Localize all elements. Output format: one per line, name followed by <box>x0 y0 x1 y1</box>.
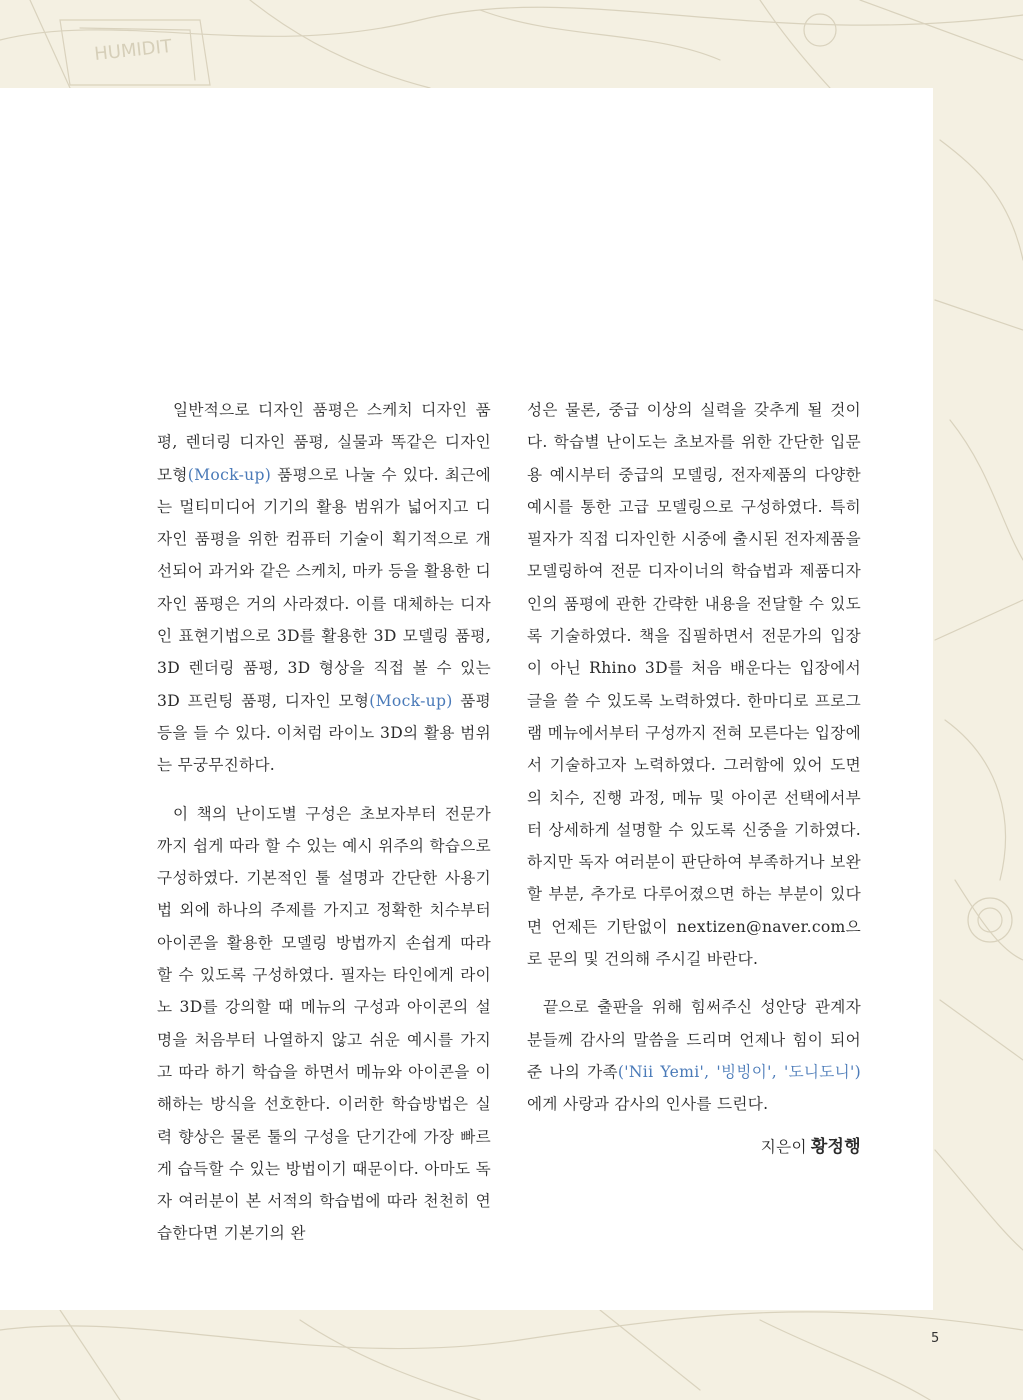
page-number: 5 <box>931 1331 940 1346</box>
author-name: 황정행 <box>810 1136 861 1157</box>
signature-prefix: 지은이 <box>760 1137 807 1156</box>
left-paragraph-1-text-3: 품평 등을 들 수 있다. 이처럼 라이노 3D의 활용 범위는 무궁무진하다. <box>157 691 491 775</box>
right-paragraph-2 <box>527 991 861 1120</box>
sketch-label: HUMIDIT <box>93 35 173 65</box>
left-paragraph-1-text-1: 일반적으로 디자인 품평은 스케치 디자인 품평, 렌더링 디자인 품평, 실물과 똑같은 디자인 모형 <box>157 401 491 484</box>
left-paragraph-1-text-2: 품평으로 나눌 수 있다. 최근에는 멀티미디어 기기의 활용 범위가 넓어지고 디자인 품평을 위한 컴퓨터 기술이 획기적으로 개선되어 과거와 같은 스케치, 마카 등을 활용한 디자인 품평은 거의 사라졌다. 이를 대체하는 디자인 표현기법으로 3D를 활용한 3D 모델링 품평, 3D 렌더링 품평, 3D 형상을 직접 볼 수 있는 3D 프린팅 품평, 디자인 모형 <box>157 465 491 710</box>
right-text-column <box>527 394 861 1163</box>
right-paragraph-2-text-1: 끝으로 출판을 위해 힘써주신 성안당 관계자 분들께 감사의 말씀을 드리며 언제나 힘이 되어 준 나의 가족 <box>527 998 861 1081</box>
mockup-highlight-2: (Mock-up) <box>369 691 453 710</box>
left-paragraph-1 <box>157 394 491 782</box>
author-signature <box>527 1131 861 1163</box>
right-paragraph-2-text-2: 에게 사랑과 감사의 인사를 드린다. <box>527 1095 769 1114</box>
left-text-column <box>157 394 491 1250</box>
mockup-highlight-1: (Mock-up) <box>187 465 272 484</box>
left-paragraph-2: 이 책의 난이도별 구성은 초보자부터 전문가까지 쉽게 따라 할 수 있는 예시 위주의 학습으로 구성하였다. 기본적인 툴 설명과 간단한 사용기법 외에 하나의 주제를 가지고 정확한 치수부터 아이콘을 활용한 모델링 방법까지 손쉽게 따라 할 수 있도록 구성하였다. 필자는 타인에게 라이노 3D를 강의할 때 메뉴의 구성과 아이콘의 설명을 처음부터 나열하지 않고 쉬운 예시를 가지고 따라 하기 학습을 하면서 메뉴와 아이콘을 이해하는 방식을 선호한다. 이러한 학습방법은 실력 향상은 물론 툴의 구성을 단기간에 가장 빠르게 습득할 수 있는 방법이기 때문이다. 아마도 독자 여러분이 본 서적의 학습법에 따라 천천히 연습한다면 기본기의 완 <box>157 804 491 1243</box>
family-names-highlight: ('Nii Yemi', '빙빙이', '도니도니') <box>617 1062 861 1081</box>
right-paragraph-1: 성은 물론, 중급 이상의 실력을 갖추게 될 것이다. 학습별 난이도는 초보자를 위한 간단한 입문용 예시부터 중급의 모델링, 전자제품의 다양한 예시를 통한 고급 모델링으로 구성하였다. 특히 필자가 직접 디자인한 시중에 출시된 전자제품을 모델링하여 전문 디자이너의 학습법과 제품디자인의 품평에 관한 간략한 내용을 전달할 수 있도록 기술하였다. 책을 집필하면서 전문가의 입장이 아닌 Rhino 3D를 처음 배운다는 입장에서 글을 쓸 수 있도록 노력하였다. 한마디로 프로그램 메뉴에서부터 구성까지 전혀 모른다는 입장에서 기술하고자 노력하였다. 그러함에 있어 도면의 치수, 진행 과정, 메뉴 및 아이콘 선택에서부터 상세하게 설명할 수 있도록 신중을 기하였다. 하지만 독자 여러분이 판단하여 부족하거나 보완할 부분, 추가로 다루어졌으면 하는 부분이 있다면 언제든 기탄없이 nextizen@naver.com으로 문의 및 건의해 주시길 바란다. <box>527 401 861 969</box>
